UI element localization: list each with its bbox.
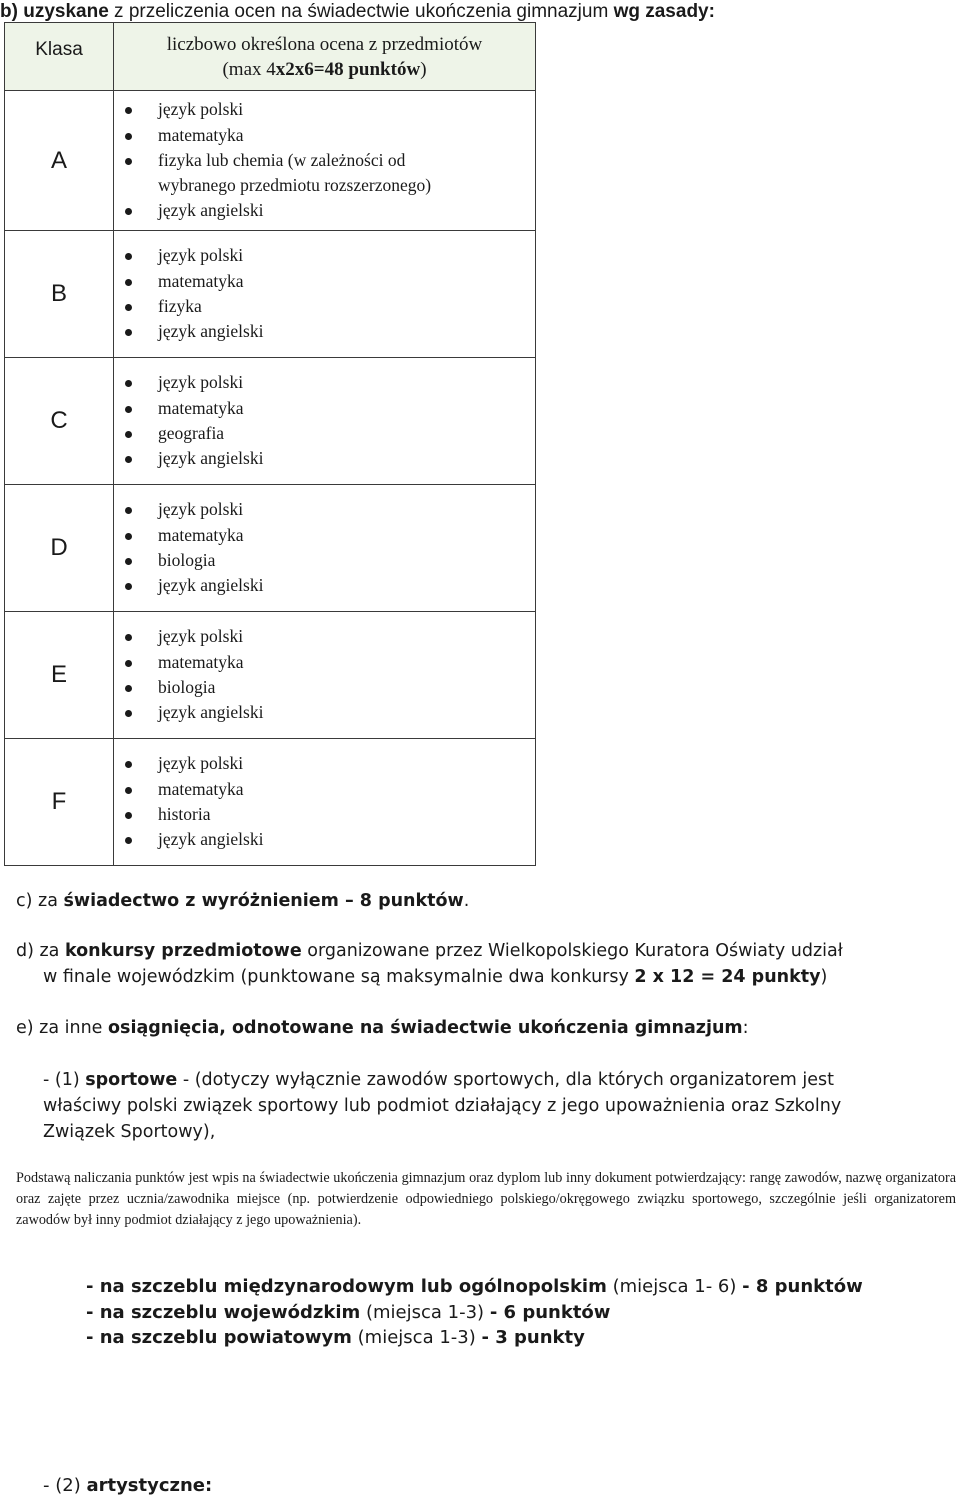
section-e-bold: osiągnięcia, odnotowane na świadectwie ukończenia gimnazjum bbox=[108, 1018, 743, 1038]
subject-name: język angielski bbox=[158, 702, 264, 723]
subject-item bbox=[114, 294, 535, 319]
sport-levels-list bbox=[86, 1274, 863, 1351]
section-d-line2-text: w finale wojewódzkim (punktowane są maksymalnie dwa konkursy bbox=[43, 967, 635, 987]
table-row bbox=[5, 739, 536, 866]
section-c-suffix: . bbox=[463, 891, 470, 911]
subject-name: historia bbox=[158, 804, 211, 824]
subject-item bbox=[114, 370, 535, 395]
bullet-icon bbox=[125, 304, 132, 311]
subject-item bbox=[114, 243, 535, 268]
subject-item bbox=[114, 624, 535, 649]
bullet-icon bbox=[125, 634, 132, 641]
section-b-prefix: b) uzyskane bbox=[0, 1, 109, 22]
subject-item bbox=[114, 446, 535, 471]
subject-item bbox=[114, 123, 535, 148]
subjects-cell bbox=[114, 485, 536, 612]
subject-name: geografia bbox=[158, 423, 225, 443]
subject-item bbox=[114, 269, 535, 294]
bullet-icon bbox=[125, 456, 132, 463]
bullet-icon bbox=[125, 660, 132, 667]
bullet-icon bbox=[125, 761, 132, 768]
bullet-icon bbox=[125, 279, 132, 286]
level-points: - 8 punktów bbox=[742, 1276, 863, 1297]
subject-item bbox=[114, 675, 535, 700]
subject-item bbox=[114, 548, 535, 573]
subject-item bbox=[114, 777, 535, 802]
header-max-points: x2x6=48 punktów bbox=[275, 58, 421, 80]
level-name: - na szczeblu międzynarodowym lub ogólnopolskim bbox=[86, 1276, 607, 1297]
subject-list bbox=[114, 624, 535, 725]
sport-text: - (dotyczy wyłącznie zawodów sportowych, dla których organizatorem jest bbox=[177, 1070, 835, 1090]
sport-line2: właściwy polski związek sportowy lub podmiot działający z jego upoważnienia oraz Szkolny bbox=[43, 1096, 842, 1116]
bullet-icon bbox=[125, 533, 132, 540]
header-desc-line2 bbox=[114, 57, 535, 82]
sport-level-item bbox=[86, 1300, 863, 1326]
subject-name: matematyka bbox=[158, 524, 244, 545]
subjects-cell bbox=[114, 91, 536, 231]
header-desc-line1: liczbowo określona ocena z przedmiotów bbox=[166, 33, 483, 55]
table-row bbox=[5, 358, 536, 485]
subject-name: fizyka lub chemia (w zależności od wybranego przedmiotu rozszerzonego) bbox=[158, 149, 432, 196]
artistic-line bbox=[43, 1473, 212, 1499]
bullet-icon bbox=[125, 329, 132, 336]
subject-list bbox=[114, 243, 535, 344]
subject-item bbox=[114, 573, 535, 598]
subject-item bbox=[114, 396, 535, 421]
bullet-icon bbox=[125, 380, 132, 387]
sport-prefix: - (1) bbox=[43, 1070, 86, 1090]
level-places: (miejsca 1- 6) bbox=[606, 1276, 743, 1297]
section-c-prefix: c) za bbox=[16, 891, 64, 911]
section-d-line2 bbox=[43, 964, 827, 990]
subject-name: matematyka bbox=[158, 651, 244, 672]
class-letter-cell: E bbox=[5, 612, 114, 739]
sport-line1 bbox=[43, 1067, 834, 1093]
subject-name: matematyka bbox=[158, 397, 244, 418]
section-e bbox=[16, 1015, 749, 1041]
section-b-text: z przeliczenia ocen na świadectwie ukończenia gimnazjum bbox=[108, 1, 614, 22]
level-name: - na szczeblu wojewódzkim bbox=[86, 1301, 361, 1323]
bullet-icon bbox=[125, 685, 132, 692]
bullet-icon bbox=[125, 787, 132, 794]
artistic-bold: artystyczne: bbox=[86, 1475, 213, 1496]
sport-level-item bbox=[86, 1325, 863, 1351]
class-letter-cell: C bbox=[5, 358, 114, 485]
subject-item bbox=[114, 97, 535, 122]
bullet-icon bbox=[125, 133, 132, 140]
subject-item bbox=[114, 497, 535, 522]
sport-bold: sportowe bbox=[85, 1070, 178, 1090]
bullet-icon bbox=[125, 208, 132, 215]
subject-item bbox=[114, 700, 535, 725]
header-max-prefix: (max 4 bbox=[222, 58, 276, 80]
section-c bbox=[16, 888, 469, 914]
table-row bbox=[5, 612, 536, 739]
subject-item bbox=[114, 827, 535, 852]
section-d-bold: konkursy przedmiotowe bbox=[64, 941, 302, 961]
subject-item bbox=[114, 523, 535, 548]
level-places: (miejsca 1-3) bbox=[351, 1327, 482, 1348]
section-c-bold: świadectwo z wyróżnieniem – 8 punktów bbox=[63, 891, 464, 911]
subject-list bbox=[114, 497, 535, 598]
sport-line3: Związek Sportowy), bbox=[43, 1122, 216, 1142]
subject-name: fizyka bbox=[158, 296, 202, 316]
section-b-suffix: wg zasady: bbox=[613, 1, 715, 22]
sport-level-item bbox=[86, 1274, 863, 1300]
header-description-cell bbox=[114, 23, 536, 91]
subjects-cell bbox=[114, 739, 536, 866]
subject-name: matematyka bbox=[158, 778, 244, 799]
subject-name: biologia bbox=[158, 550, 216, 570]
section-d-line1 bbox=[16, 938, 843, 964]
section-d-points: 2 x 12 = 24 punkty bbox=[634, 967, 821, 987]
table-header-row bbox=[5, 23, 536, 91]
class-letter-cell: D bbox=[5, 485, 114, 612]
subject-item bbox=[114, 319, 535, 344]
table-row bbox=[5, 91, 536, 231]
grade-conversion-table bbox=[4, 22, 536, 866]
section-d-text: organizowane przez Wielkopolskiego Kuratora Oświaty udział bbox=[301, 941, 843, 961]
bullet-icon bbox=[125, 558, 132, 565]
subject-name: język polski bbox=[158, 245, 244, 266]
bullet-icon bbox=[125, 406, 132, 413]
subjects-cell bbox=[114, 358, 536, 485]
bullet-icon bbox=[125, 583, 132, 590]
subjects-cell bbox=[114, 231, 536, 358]
subject-item bbox=[114, 198, 535, 223]
table-row bbox=[5, 485, 536, 612]
header-class-cell: Klasa bbox=[5, 23, 114, 91]
subject-name: język polski bbox=[158, 372, 244, 393]
subject-name: język polski bbox=[158, 99, 244, 120]
subject-item bbox=[114, 802, 535, 827]
level-name: - na szczeblu powiatowym bbox=[86, 1327, 352, 1348]
subject-name: matematyka bbox=[158, 124, 244, 145]
level-places: (miejsca 1-3) bbox=[360, 1301, 490, 1323]
subject-item bbox=[114, 148, 535, 199]
subject-name: język polski bbox=[158, 626, 244, 647]
subject-name: język polski bbox=[158, 753, 244, 774]
subject-name: język angielski bbox=[158, 575, 264, 596]
bullet-icon bbox=[125, 253, 132, 260]
subject-item bbox=[114, 751, 535, 776]
table-row bbox=[5, 231, 536, 358]
class-letter-cell: B bbox=[5, 231, 114, 358]
class-letter-cell: F bbox=[5, 739, 114, 866]
subject-list bbox=[114, 97, 535, 223]
bullet-icon bbox=[125, 507, 132, 514]
section-d-line2-suffix: ) bbox=[820, 967, 828, 987]
section-e-prefix: e) za inne bbox=[16, 1018, 109, 1038]
subject-name: język angielski bbox=[158, 321, 264, 342]
level-points: - 3 punkty bbox=[481, 1327, 585, 1348]
subject-item bbox=[114, 421, 535, 446]
bullet-icon bbox=[125, 710, 132, 717]
header-max-suffix: ) bbox=[420, 58, 427, 80]
class-letter-cell: A bbox=[5, 91, 114, 231]
subject-name: biologia bbox=[158, 677, 216, 697]
points-basis-paragraph: Podstawą naliczania punktów jest wpis na świadectwie ukończenia gimnazjum oraz dyplom lub inny dokument potwierdzający: rangę zawodów, nazwę organizatora oraz zajęte przez ucznia/zawodnika miejsce (np. potwierdzenie odpowiedniego polskiego/okręgowego związku sportowego, szczególnie jeśli organizatorem zawodów był inny podmiot działający z jego upoważnienia). bbox=[16, 1170, 956, 1228]
subject-name: matematyka bbox=[158, 270, 244, 291]
subject-list bbox=[114, 751, 535, 852]
level-points: - 6 punktów bbox=[489, 1301, 611, 1323]
bullet-icon bbox=[125, 812, 132, 819]
subjects-cell bbox=[114, 612, 536, 739]
section-e-suffix: : bbox=[742, 1018, 749, 1038]
bullet-icon bbox=[125, 837, 132, 844]
artistic-prefix: - (2) bbox=[43, 1475, 87, 1496]
subject-name: język polski bbox=[158, 499, 244, 520]
subject-name: język angielski bbox=[158, 200, 264, 221]
bullet-icon bbox=[125, 431, 132, 438]
bullet-icon bbox=[125, 107, 132, 114]
subject-list bbox=[114, 370, 535, 471]
subject-name: język angielski bbox=[158, 829, 264, 850]
bullet-icon bbox=[125, 158, 132, 165]
section-d-prefix: d) za bbox=[16, 941, 65, 961]
section-b-heading bbox=[0, 1, 715, 23]
subject-item bbox=[114, 650, 535, 675]
subject-name: język angielski bbox=[158, 448, 264, 469]
